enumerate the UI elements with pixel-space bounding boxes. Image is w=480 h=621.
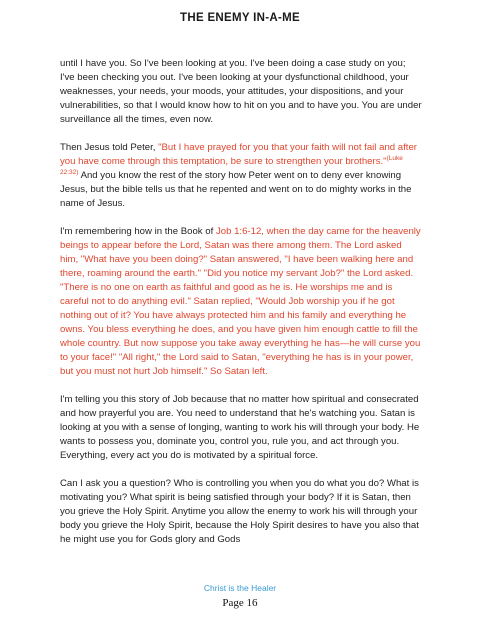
page-number: Page 16 xyxy=(222,597,258,609)
paragraph-1: until I have you. So I've been looking at you. I've been doing a case study on you; I've been checking you out. I've been looking at your dysfunctional childhood, your weaknesses, your needs, your moods, your attitudes, your dispositions, and your vulnerabilities, so that I would know how to hit on you and to have you. You are under surveillance all the times, even now. xyxy=(60,58,422,125)
paragraph-4: I'm telling you this story of Job because that no matter how spiritual and consecrated and how prayerful you are. You need to understand that he's watching you. Satan is looking at you with a sense of longing, wanting to work his will through your body. He wants to possess you, dominate you, control you, rule you, and act through you. Everything, every act you do is motivated by a spiritual force. xyxy=(60,394,420,461)
scripture-reference: (Luke 22:32) xyxy=(60,154,403,176)
scripture-quote-luke: "But I have prayed for you that your faith will not fail and after you have come through this temptation, be sure to strengthen your brothers." xyxy=(60,142,417,167)
page-content xyxy=(60,57,422,561)
paragraph-5: Can I ask you a question? Who is controlling you when you do what you do? What is motivating you? What spirit is being satisfied through your body? If it is Satan, then you grieve the Holy Spirit. Anytime you allow the enemy to work his will through your body you grieve the Holy Spirit, because the Holy Spirit desires to have you also that he might use you for Gods glory and Gods xyxy=(60,478,419,545)
footer-subtitle: Christ is the Healer xyxy=(203,583,277,593)
paragraph-3 xyxy=(60,225,422,379)
scripture-quote-job: Job 1:6-12, when the day came for the heavenly beings to appear before the Lord, Satan was there among them. The Lord asked him, "What have you been doing?" Satan answered, "I have been walking here and there, roaming around the earth." "Did you notice my servant Job?" the Lord asked. "There is no one on earth as faithful and good as he is. He worships me and is careful not to do anything evil." Satan replied, "Would Job worship you if he got nothing out of it? You have always protected him and his family and everything he owns. You bless everything he does, and you have given him enough cattle to fill the whole country. But now suppose you take away everything he has—he will curse you to your face!" "All right," the Lord said to Satan, "everything he has is in your power, but you must not hurt Job himself." So Satan left. xyxy=(60,226,421,377)
paragraph-3-intro: I'm remembering how in the Book of xyxy=(60,226,216,237)
paragraph-2-rest: And you know the rest of the story how Peter went on to deny ever knowing Jesus, but the bible tells us that he repented and went on to do mighty works in the name of Jesus. xyxy=(60,170,412,209)
paragraph-2-intro: Then Jesus told Peter, xyxy=(60,142,159,153)
running-header: THE ENEMY IN-A-ME xyxy=(180,12,300,24)
paragraph-2 xyxy=(60,141,422,211)
